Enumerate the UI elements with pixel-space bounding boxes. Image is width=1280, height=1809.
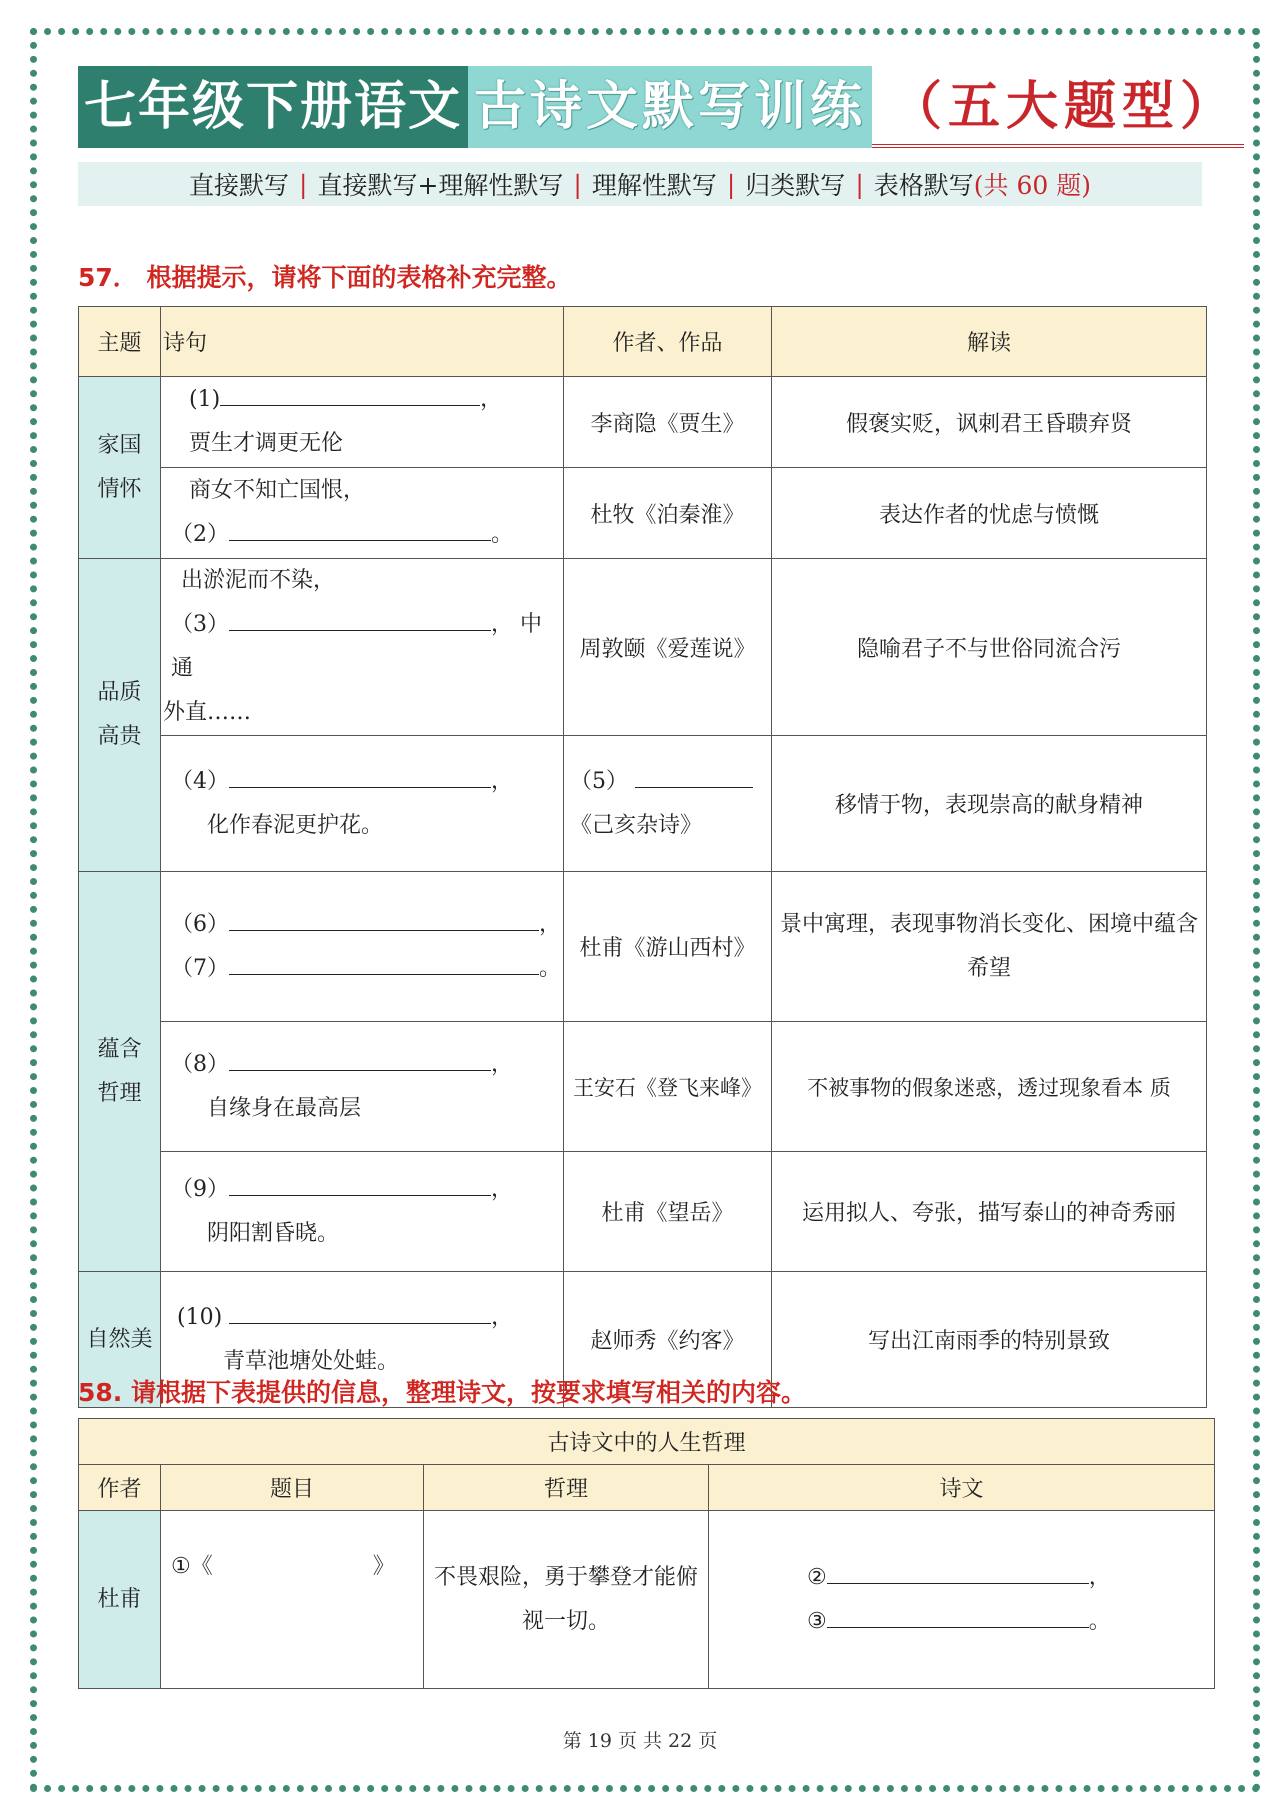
theme-cell: 自然美 xyxy=(79,1272,161,1408)
poem-cell: （8） ， 自缘身在最高层 xyxy=(161,1022,564,1152)
header-title: 题目 xyxy=(161,1465,424,1511)
table-row xyxy=(79,736,1207,872)
note-cell: 不被事物的假象迷惑，透过现象看本 质 xyxy=(772,1022,1207,1152)
page-footer: 第 19 页 共 22 页 xyxy=(562,1730,718,1752)
table-row xyxy=(79,559,1207,736)
note-cell: 写出江南雨季的特别景致 xyxy=(772,1272,1207,1408)
author-cell: 王安石《登飞来峰》 xyxy=(564,1022,772,1152)
header-author: 作者 xyxy=(79,1465,161,1511)
author-cell: 杜甫《游山西村》 xyxy=(564,872,772,1022)
q58-caption: 古诗文中的人生哲理 xyxy=(79,1419,1215,1465)
blank-10[interactable] xyxy=(229,1297,491,1324)
title-banner xyxy=(78,66,1244,148)
header-poem: 诗句 xyxy=(161,307,564,377)
title-grade: 七年级下册语文 xyxy=(78,66,468,148)
poem-cell: (10) ， 青草池塘处处蛙。 xyxy=(161,1272,564,1408)
header-poem-text: 诗文 xyxy=(709,1465,1215,1511)
title-cell: ①《 》 xyxy=(161,1511,424,1689)
blank-2[interactable] xyxy=(229,514,491,541)
table-row xyxy=(79,1022,1207,1152)
type-1: 直接默写 xyxy=(189,171,290,200)
type-3: 理解性默写 xyxy=(591,171,717,200)
poem-cell: (1) ， 贾生才调更无伦 xyxy=(161,377,564,468)
author-cell: 杜甫《望岳》 xyxy=(564,1152,772,1272)
title-topic: 古诗文默写训练 xyxy=(468,66,872,148)
note-cell: 景中寓理，表现事物消长变化、困境中蕴含希望 xyxy=(772,872,1207,1022)
q57-title: 57． 根据提示，请将下面的表格补充完整。 xyxy=(78,263,572,292)
poem-cell: （9） ， 阴阳割昏晓。 xyxy=(161,1152,564,1272)
q57-header-row xyxy=(79,307,1207,377)
blank-7[interactable] xyxy=(229,948,539,975)
poem-cell: 商女不知亡国恨， （2） 。 xyxy=(161,468,564,559)
header-author: 作者、作品 xyxy=(564,307,772,377)
author-cell: 杜牧《泊秦淮》 xyxy=(564,468,772,559)
table-row xyxy=(79,872,1207,1022)
title-types: （五大题型） xyxy=(872,66,1244,148)
total-count: (共 60 题) xyxy=(973,171,1091,200)
note-cell: 表达作者的忧虑与愤慨 xyxy=(772,468,1207,559)
type-2: 直接默写+理解性默写 xyxy=(317,171,564,200)
q58-table xyxy=(78,1418,1215,1689)
table-row xyxy=(79,377,1207,468)
blank-8[interactable] xyxy=(229,1044,491,1071)
blank-3[interactable] xyxy=(229,604,491,631)
author-cell: 杜甫 xyxy=(79,1511,161,1689)
note-cell: 运用拟人、夸张，描写泰山的神奇秀丽 xyxy=(772,1152,1207,1272)
blank-9[interactable] xyxy=(229,1169,491,1196)
note-cell: 假褒实贬，讽刺君王昏聩弃贤 xyxy=(772,377,1207,468)
table-row xyxy=(79,1511,1215,1689)
blank-5[interactable] xyxy=(635,761,753,788)
poem-cell: （4） ， 化作春泥更护花。 xyxy=(161,736,564,872)
blank-1[interactable] xyxy=(220,379,480,406)
theme-cell: 品质 高贵 xyxy=(79,559,161,872)
blank-line-3[interactable] xyxy=(827,1601,1089,1628)
note-cell: 隐喻君子不与世俗同流合污 xyxy=(772,559,1207,736)
blank-4[interactable] xyxy=(229,761,491,788)
theme-cell: 家国 情怀 xyxy=(79,377,161,559)
author-cell: 周敦颐《爱莲说》 xyxy=(564,559,772,736)
table-row xyxy=(79,1152,1207,1272)
blank-6[interactable] xyxy=(229,904,539,931)
poem-text-cell: ② ， ③ 。 xyxy=(709,1511,1215,1689)
header-theme: 主题 xyxy=(79,307,161,377)
table-row xyxy=(79,468,1207,559)
q58-title: 58. 请根据下表提供的信息，整理诗文，按要求填写相关的内容。 xyxy=(78,1378,806,1407)
author-cell: 赵师秀《约客》 xyxy=(564,1272,772,1408)
blank-line-2[interactable] xyxy=(827,1557,1089,1584)
philosophy-cell: 不畏艰险，勇于攀登才能俯视一切。 xyxy=(424,1511,709,1689)
note-cell: 移情于物，表现崇高的献身精神 xyxy=(772,736,1207,872)
q57-table xyxy=(78,306,1207,1408)
question-types-bar: 直接默写 | 直接默写+理解性默写 | 理解性默写 | 归类默写 | 表格默写 (共 60 题) xyxy=(78,162,1202,206)
q58-header-row xyxy=(79,1465,1215,1511)
poem-cell: 出淤泥而不染， （3） ， 中通 外直…… xyxy=(161,559,564,736)
author-cell: 李商隐《贾生》 xyxy=(564,377,772,468)
type-4: 归类默写 xyxy=(745,171,846,200)
theme-cell: 蕴含 哲理 xyxy=(79,872,161,1272)
header-note: 解读 xyxy=(772,307,1207,377)
poem-cell: （6） ， （7） 。 xyxy=(161,872,564,1022)
type-5: 表格默写 xyxy=(873,171,974,200)
author-cell: （5） 《己亥杂诗》 xyxy=(564,736,772,872)
header-philosophy: 哲理 xyxy=(424,1465,709,1511)
